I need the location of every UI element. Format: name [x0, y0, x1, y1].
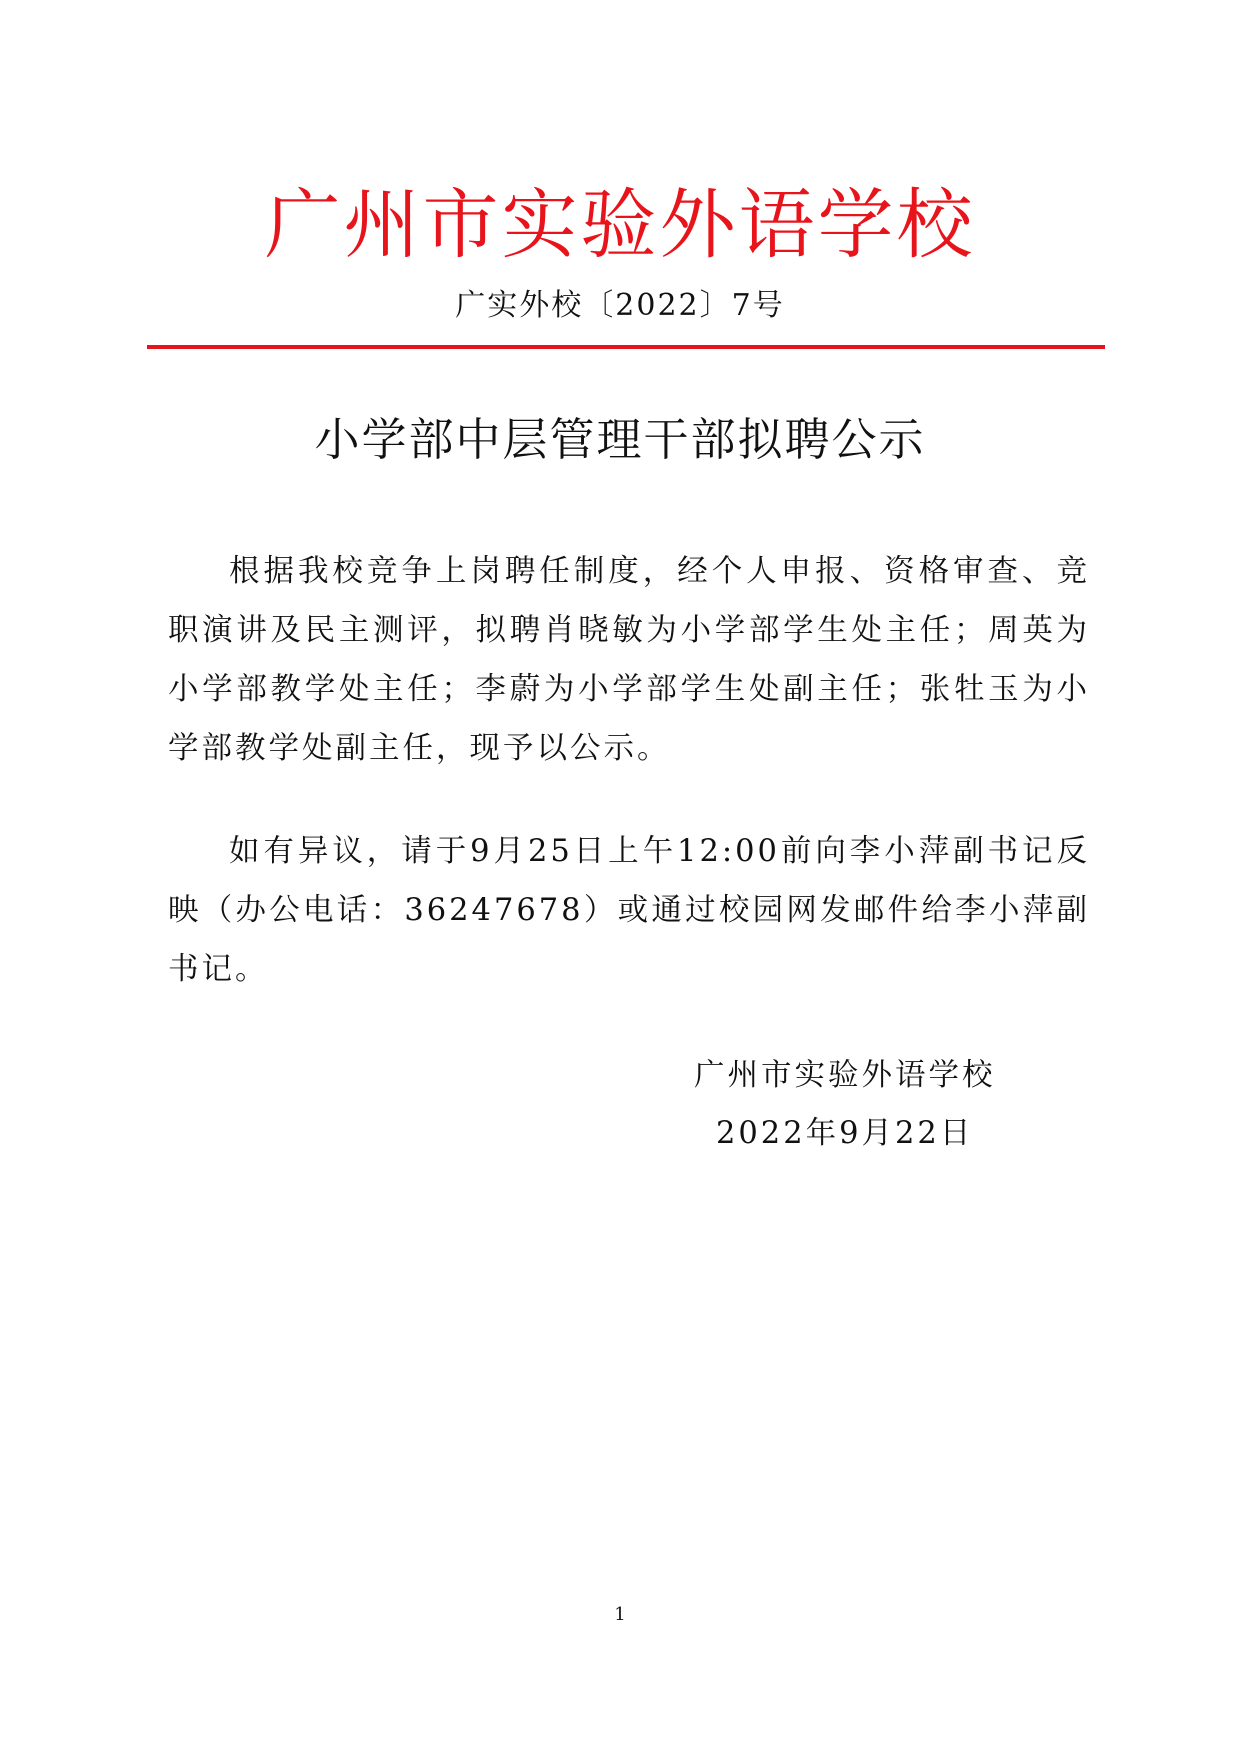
signature-date: 2022年9月22日 [716, 1116, 974, 1151]
notice-title: 小学部中层管理干部拟聘公示 [314, 413, 926, 466]
red-divider [147, 345, 1105, 349]
body-paragraph: 根据我校竞争上岗聘任制度，经个人申报、资格审查、竞职演讲及民主测评，拟聘肖晓敏为小学部学生处主任；周英为小学部教学处主任；李蔚为小学部学生处副主任；张牡玉为小学部教学处副主任，现予以公示。 [168, 554, 1090, 766]
page-number: 1 [614, 1604, 626, 1625]
org-title: 广州市实验外语学校 [264, 180, 976, 269]
notice-body [168, 542, 1090, 999]
document-number: 广实外校〔2022〕7号 [455, 288, 785, 323]
body-paragraph: 如有异议，请于9月25日上午12:00前向李小萍副书记反映（办公电话：36247678）或通过校园网发邮件给李小萍副书记。 [168, 834, 1090, 987]
signature-org: 广州市实验外语学校 [694, 1058, 996, 1093]
